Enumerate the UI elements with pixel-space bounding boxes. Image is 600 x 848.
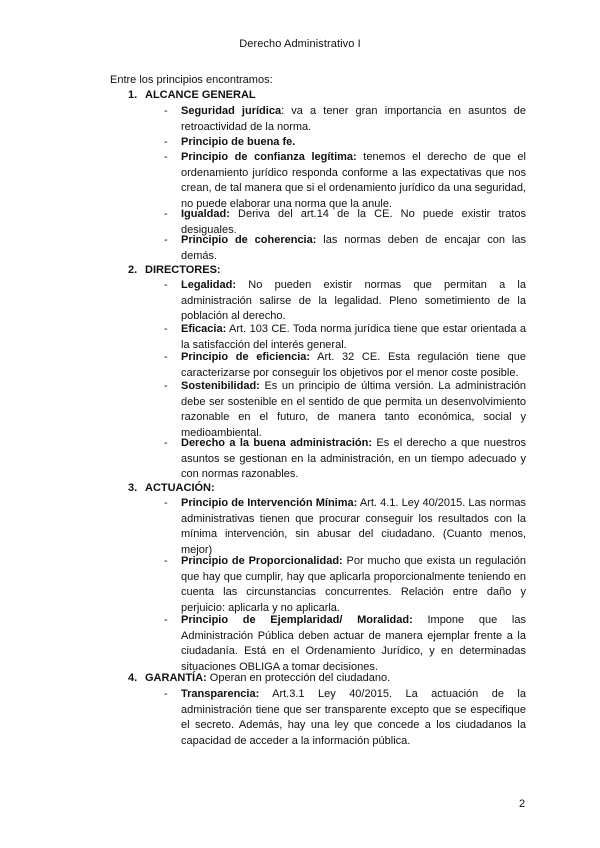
- list-item: [164, 233, 526, 264]
- bullet-dash: -: [164, 323, 168, 335]
- section-suffix: Operan en protección del ciudadano.: [206, 672, 391, 684]
- page-number: 2: [519, 798, 526, 810]
- item-term: Legalidad:: [181, 279, 237, 291]
- list-item: [164, 104, 526, 135]
- page-header: Derecho Administrativo I: [239, 38, 361, 50]
- section-title: ALCANCE GENERAL: [145, 89, 256, 101]
- list-item: [164, 687, 526, 749]
- item-term: Igualdad:: [181, 208, 230, 220]
- list-item: [164, 379, 526, 441]
- item-term: Principio de buena fe.: [181, 136, 296, 148]
- bullet-dash: -: [164, 688, 168, 700]
- section-number: 2.: [128, 264, 138, 276]
- item-text: las normas deben de encajar con las demás.: [181, 234, 526, 262]
- section-2-heading: [128, 264, 221, 276]
- item-text: Es un principio de última versión. La administración debe ser sostenible en el sentido de que permita un desenvolvimiento razonable en el futuro, de manera tanto económica, social y medioambiental.: [181, 380, 526, 439]
- bullet-dash: -: [164, 380, 168, 392]
- item-term: Derecho a la buena administración:: [181, 437, 373, 449]
- item-text: Por mucho que exista un regulación que hay que cumplir, hay que aplicarla proporcionalmente teniendo en cuenta las circunstancias concurrentes. Relación entre daño y perjuicio: aplicarla y no aplicarla.: [181, 555, 526, 614]
- item-text: Deriva del art.14 de la CE. No puede existir tratos desiguales.: [181, 208, 526, 236]
- section-3-heading: [128, 482, 215, 494]
- list-item: [164, 150, 526, 212]
- item-term: Principio de Proporcionalidad:: [181, 555, 343, 567]
- item-term: Principio de eficiencia:: [181, 351, 311, 363]
- section-1-heading: [128, 89, 256, 101]
- bullet-dash: -: [164, 136, 168, 148]
- section-title: DIRECTORES:: [145, 264, 221, 276]
- list-item: [164, 322, 526, 353]
- list-item: [164, 350, 526, 381]
- bullet-dash: -: [164, 105, 168, 117]
- item-text: Art. 103 CE. Toda norma jurídica tiene que estar orientada a la satisfacción del interés general.: [181, 323, 526, 351]
- bullet-dash: -: [164, 234, 168, 246]
- item-term: Principio de confianza legítima:: [181, 151, 357, 163]
- item-text: No pueden existir normas que permitan a la administración salirse de la legalidad. Pleno sometimiento de la población al derecho.: [181, 279, 526, 322]
- section-number: 1.: [128, 89, 138, 101]
- item-term: Seguridad jurídica: [181, 105, 282, 117]
- item-term: Sostenibilidad:: [181, 380, 260, 392]
- item-term: Principio de coherencia:: [181, 234, 317, 246]
- bullet-dash: -: [164, 555, 168, 567]
- item-text: Art. 4.1. Ley 40/2015. Las normas administrativas tienen que procurar conseguir los resultados con la mínima intervención, sin abusar del ciudadano. (Cuanto menos, mejor): [181, 497, 526, 556]
- item-text: Impone que las Administración Pública deben actuar de manera ejemplar frente a la ciudadanía. Está en el Ordenamiento Jurídico, y en determinadas situaciones OBLIGA a tomar decisiones.: [181, 614, 526, 673]
- item-term: Principio de Intervención Mínima:: [181, 497, 358, 509]
- list-item: [164, 613, 526, 675]
- bullet-dash: -: [164, 614, 168, 626]
- item-text: : va a tener gran importancia en asuntos de retroactividad de la norma.: [181, 105, 526, 133]
- item-text: Art. 32 CE. Esta regulación tiene que caracterizarse por conseguir los objetivos por el menor coste posible.: [181, 351, 526, 379]
- bullet-dash: -: [164, 151, 168, 163]
- item-text: tenemos el derecho de que el ordenamiento jurídico responda conforme a las expectativas que nos crean, de tal manera que si el ordenamiento jurídico da una seguridad, no puede elaborar una norma que la anule.: [181, 151, 526, 210]
- bullet-dash: -: [164, 437, 168, 449]
- item-term: Transparencia:: [181, 688, 260, 700]
- list-item: [164, 436, 526, 483]
- section-number: 3.: [128, 482, 138, 494]
- item-text: Art.3.1 Ley 40/2015. La actuación de la administración tiene que ser transparente excepto que se especifique el secreto. Además, hay una ley que concede a los ciudadanos la capacidad de acceder a la información pública.: [181, 688, 526, 747]
- bullet-dash: -: [164, 351, 168, 363]
- item-text: Es el derecho a que nuestros asuntos se gestionan en la administración, en un tiempo adecuado y con normas razonables.: [181, 437, 526, 480]
- list-item: [164, 554, 526, 616]
- section-4-heading: [128, 672, 390, 684]
- bullet-dash: -: [164, 208, 168, 220]
- section-title: ACTUACIÓN:: [145, 482, 215, 494]
- item-term: Eficacia:: [181, 323, 227, 335]
- intro-text: Entre los principios encontramos:: [110, 74, 273, 86]
- section-title: GARANTÍA:: [145, 672, 207, 684]
- list-item: [164, 278, 526, 325]
- list-item: [164, 135, 526, 151]
- bullet-dash: -: [164, 497, 168, 509]
- item-term: Principio de Ejemplaridad/ Moralidad:: [181, 614, 413, 626]
- list-item: [164, 496, 526, 558]
- section-number: 4.: [128, 672, 138, 684]
- bullet-dash: -: [164, 279, 168, 291]
